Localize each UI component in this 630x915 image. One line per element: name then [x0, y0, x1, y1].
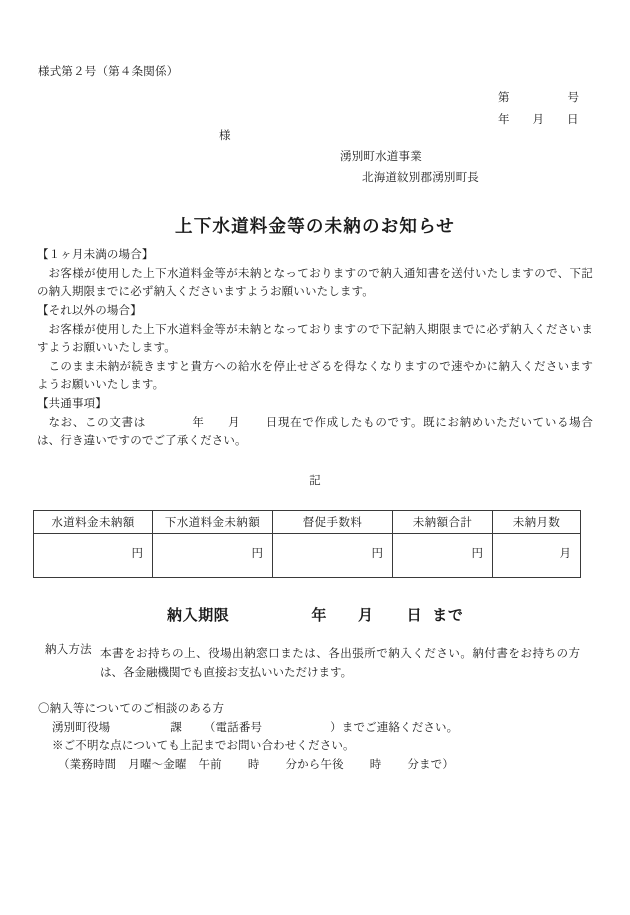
contact-note: ※ご不明な点についても上記までお問い合わせください。	[52, 740, 355, 753]
hours-am-label: 午前	[198, 758, 222, 771]
creation-date-prefix: なお、この文書は	[48, 416, 146, 429]
section-1-heading: 【１ヶ月未満の場合】	[37, 249, 154, 261]
sender-title: 北海道紋別郡湧別町長	[362, 172, 479, 184]
hours-days: 月曜〜金曜	[128, 758, 187, 771]
sender-organization: 湧別町水道事業	[340, 151, 422, 163]
contact-phone-close: ）までご連絡ください。	[330, 721, 459, 734]
document-date-month-blank	[544, 111, 567, 127]
due-date-year-label: 年	[311, 608, 328, 624]
hours-hour-unit-2: 時	[369, 758, 382, 771]
contact-division-label: 課	[170, 721, 182, 734]
table-header-cell: 未納月数	[493, 511, 581, 534]
due-date-label: 納入期限	[167, 608, 230, 624]
document-date-row	[498, 111, 590, 127]
table-header-cell: 督促手数料	[273, 511, 393, 534]
due-date-day-label: 日	[406, 608, 423, 624]
document-date-month-label: 月	[532, 114, 544, 126]
due-date-suffix: まで	[432, 608, 464, 624]
document-date-year-blank	[510, 111, 533, 127]
table-header-row	[34, 511, 581, 534]
body-content	[37, 246, 593, 451]
payment-method-text: 本書をお持ちの上、役場出納窓口または、各出張所で納入ください。納付書をお持ちの方は、各金融機関でも直接お支払いいただけます。	[100, 648, 580, 679]
page-title: 上下水道料金等の未納のお知らせ	[175, 216, 455, 236]
document-number-unit: 号	[567, 92, 579, 104]
contact-phone-open: （電話番号	[203, 721, 263, 734]
creation-date-year-label: 年	[191, 416, 205, 429]
document-number-label: 第	[498, 92, 510, 104]
table-value-cell[interactable]: 円	[34, 534, 153, 578]
section-2-paragraph-1: お客様が使用した上下水道料金等が未納となっておりますので下記納入期限までに必ず納入くださいますようお願いいたします。	[37, 323, 593, 355]
due-date-line	[167, 604, 463, 642]
contact-office-name: 湧別町役場	[52, 721, 111, 734]
section-1-paragraph: お客様が使用した上下水道料金等が未納となっておりますので納入通知書を送付いたしますので、下記の納入期限までに必ず納入くださいますようお願いいたします。	[37, 267, 593, 299]
hours-open-paren: （業務時間	[58, 758, 117, 771]
document-number-row	[498, 89, 590, 105]
contact-office-line	[38, 719, 598, 738]
creation-date-month-label: 月	[227, 416, 241, 429]
hours-minute-from: 分から午後	[285, 758, 344, 771]
contact-section	[38, 700, 598, 775]
contact-heading: 〇納入等についてのご相談のある方	[38, 703, 225, 715]
table-value-cell[interactable]: 円	[393, 534, 493, 578]
payment-method-label: 納入方法	[45, 644, 92, 656]
table-value-cell[interactable]: 円	[273, 534, 393, 578]
table-row	[34, 534, 581, 578]
contact-hours-line	[38, 756, 598, 775]
hours-minute-to: 分まで）	[407, 758, 454, 771]
arrears-amount-table	[33, 510, 581, 578]
table-header-cell: 下水道料金未納額	[153, 511, 273, 534]
section-3-paragraph	[37, 414, 593, 451]
section-2-heading: 【それ以外の場合】	[37, 304, 142, 317]
hours-hour-unit-1: 時	[247, 758, 260, 771]
document-number-blank	[510, 89, 568, 105]
creation-date-suffix: 日現在で作成したものです。既にお納めいただいている場合は、行き違いですのでご了承ください。	[37, 416, 593, 448]
ki-marker: 記	[309, 475, 321, 487]
form-number: 様式第２号（第４条関係）	[38, 66, 179, 78]
document-date-year-label: 年	[498, 114, 510, 126]
addressee-honorific: 様	[219, 130, 231, 142]
section-2-paragraph-2: このまま未納が続きますと貴方への給水を停止せざるを得なくなりますので速やかに納入くださいますようお願いいたします。	[37, 360, 593, 392]
table-header-cell: 水道料金未納額	[34, 511, 153, 534]
table-header-cell: 未納額合計	[393, 511, 493, 534]
table-value-cell[interactable]: 円	[153, 534, 273, 578]
due-date-month-label: 月	[358, 608, 374, 624]
document-date-day-label: 日	[567, 114, 579, 126]
table-value-cell[interactable]: 月	[493, 534, 581, 578]
section-3-heading: 【共通事項】	[37, 398, 107, 410]
